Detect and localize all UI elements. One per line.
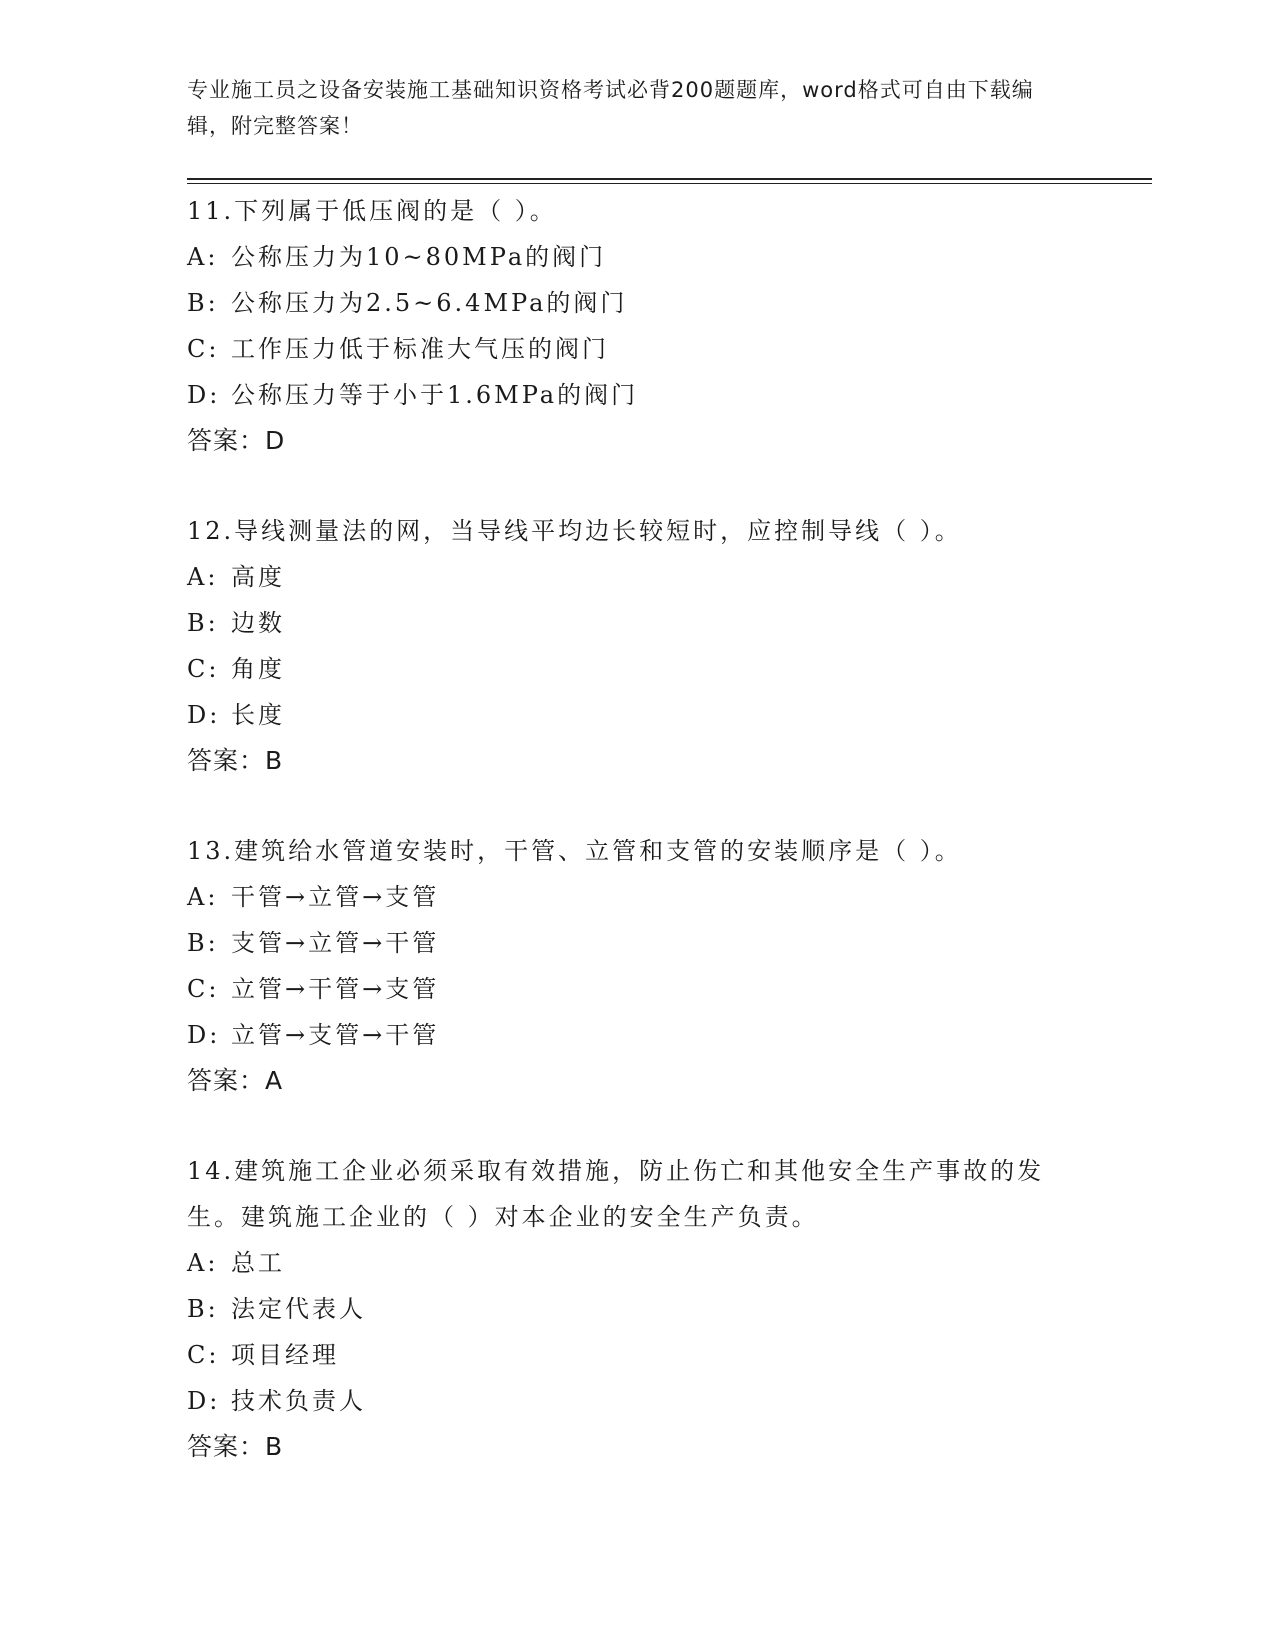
answer-line: 答案：A [187,1066,284,1095]
option-key: A: [187,883,219,911]
question-stem: 12.导线测量法的网，当导线平均边长较短时，应控制导线（ ）。 [187,517,962,545]
option-key: C: [187,655,220,683]
question-stem: 13.建筑给水管道安装时，干管、立管和支管的安装顺序是（ ）。 [187,837,962,865]
option-key: C: [187,335,220,363]
option-key: A: [187,563,219,591]
option-key: C: [187,975,220,1003]
option-text: 公称压力等于小于1.6MPa的阀门 [231,381,639,409]
question-12 [187,508,1087,784]
header-divider-bottom [187,183,1152,184]
option-a [187,234,1087,280]
document-header: 专业施工员之设备安装施工基础知识资格考试必背200题题库，word格式可自由下载编辑，附完整答案！ [187,78,1034,138]
option-text: 立管→支管→干管 [231,1021,440,1049]
option-text: 干管→立管→支管 [231,883,440,911]
answer-line: 答案：D [187,426,286,455]
option-key: B: [187,289,219,317]
option-c [187,326,1087,372]
option-text: 项目经理 [231,1341,339,1369]
option-key: B: [187,609,219,637]
option-c [187,646,1087,692]
option-b [187,1286,1087,1332]
option-text: 角度 [231,655,285,683]
option-d [187,1378,1087,1424]
option-b [187,600,1087,646]
answer-line: 答案：B [187,746,284,775]
option-text: 工作压力低于标准大气压的阀门 [231,335,609,363]
option-key: A: [187,1249,219,1277]
header-divider-top [187,178,1152,180]
option-key: C: [187,1341,220,1369]
option-key: B: [187,929,219,957]
option-b [187,920,1087,966]
option-text: 公称压力为2.5~6.4MPa的阀门 [231,289,628,317]
option-text: 高度 [231,563,285,591]
option-text: 法定代表人 [231,1295,366,1323]
option-d [187,1012,1087,1058]
option-text: 公称压力为10~80MPa的阀门 [231,243,607,271]
option-text: 边数 [231,609,285,637]
option-text: 立管→干管→支管 [231,975,440,1003]
option-a [187,554,1087,600]
option-b [187,280,1087,326]
option-key: D: [187,381,221,409]
option-d [187,692,1087,738]
question-14 [187,1148,1087,1470]
option-key: A: [187,243,219,271]
question-stem: 11.下列属于低压阀的是（ ）。 [187,197,557,225]
option-text: 支管→立管→干管 [231,929,440,957]
question-13 [187,828,1087,1104]
option-key: B: [187,1295,219,1323]
option-key: D: [187,1387,221,1415]
option-c [187,1332,1087,1378]
option-c [187,966,1087,1012]
option-key: D: [187,1021,221,1049]
answer-line: 答案：B [187,1432,284,1461]
option-text: 总工 [231,1249,285,1277]
question-11 [187,188,1087,464]
question-stem: 14.建筑施工企业必须采取有效措施，防止伤亡和其他安全生产事故的发生。建筑施工企业的（ ）对本企业的安全生产负责。 [187,1157,1045,1231]
option-a [187,1240,1087,1286]
option-text: 技术负责人 [231,1387,366,1415]
option-d [187,372,1087,418]
option-key: D: [187,701,221,729]
option-text: 长度 [231,701,285,729]
option-a [187,874,1087,920]
